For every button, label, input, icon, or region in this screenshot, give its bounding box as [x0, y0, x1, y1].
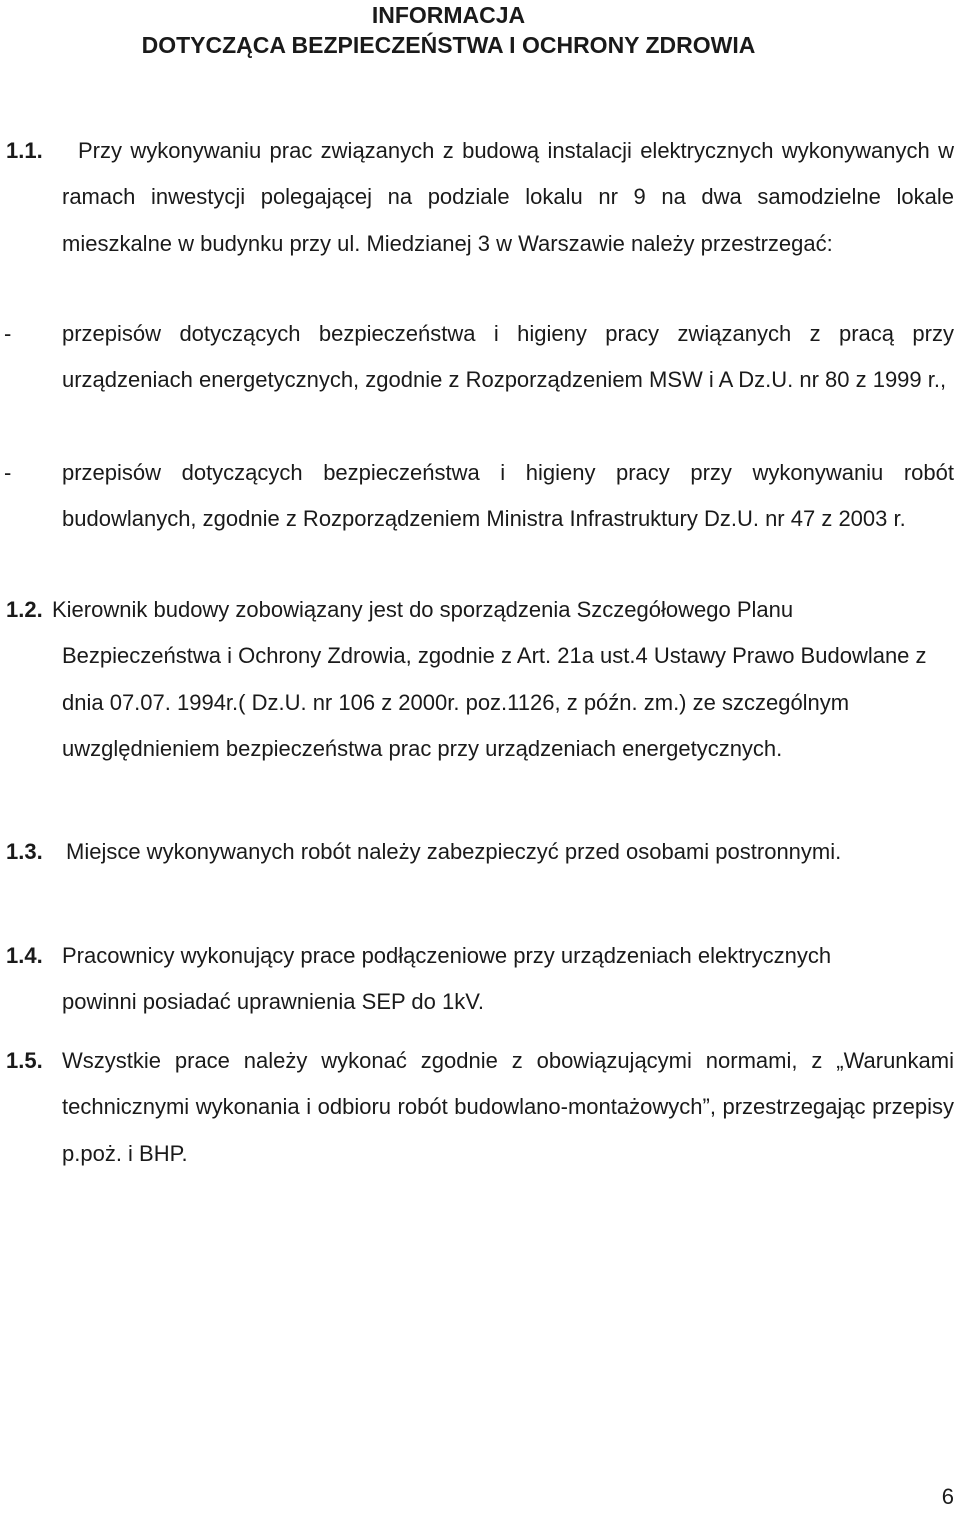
section-text-1-2: Kierownik budowy zobowiązany jest do sporządzenia Szczegółowego Planu Bezpieczeństwa i Ochrony Zdrowia, zgodnie z Art. 21a ust.4 Ustawy Prawo Budowlane z dnia 07.07. 1994r.( Dz.U. nr 106 z 2000r. poz.1126, z późn. zm.) ze szczególnym uwzględnieniem bezpieczeństwa prac przy urządzeniach energetycznych. — [52, 597, 927, 762]
bullet-marker-1: - — [4, 321, 12, 346]
bullet-text-1: przepisów dotyczących bezpieczeństwa i higieny pracy związanych z pracą przy urządzeniach energetycznych, zgodnie z Rozporządzeniem MSW i A Dz.U. nr 80 z 1999 r., — [62, 321, 954, 393]
bullet-marker-2: - — [4, 460, 12, 485]
section-number-1-5: 1.5. — [6, 1048, 43, 1073]
section-text-1-3: Miejsce wykonywanych robót należy zabezpieczyć przed osobami postronnymi. — [66, 839, 842, 864]
document-title-line-2: DOTYCZĄCA BEZPIECZEŃSTWA I OCHRONY ZDROWIA — [141, 32, 756, 58]
page-number: 6 — [941, 1484, 954, 1509]
section-text-1-1: Przy wykonywaniu prac związanych z budową instalacji elektrycznych wykonywanych w ramach inwestycji polegającej na podziale lokalu nr 9 na dwa samodzielne lokale mieszkalne w budynku przy ul. Miedzianej 3 w Warszawie należy przestrzegać: — [62, 138, 954, 256]
section-text-1-4: Pracownicy wykonujący prace podłączeniowe przy urządzeniach elektrycznych powinni posiadać uprawnienia SEP do 1kV. — [62, 943, 832, 1015]
section-number-1-3: 1.3. — [6, 839, 43, 864]
bullet-text-2: przepisów dotyczących bezpieczeństwa i higieny pracy przy wykonywaniu robót budowlanych, zgodnie z Rozporządzeniem Ministra Infrastruktury Dz.U. nr 47 z 2003 r. — [62, 460, 954, 532]
document-title-line-1: INFORMACJA — [371, 2, 526, 28]
section-number-1-4: 1.4. — [6, 943, 43, 968]
section-text-1-5: Wszystkie prace należy wykonać zgodnie z obowiązującymi normami, z „Warunkami technicznymi wykonania i odbioru robót budowlano-montażowych”, przestrzegając przepisy p.poż. i BHP. — [62, 1048, 954, 1166]
section-number-1-1: 1.1. — [6, 138, 43, 163]
section-number-1-2: 1.2. — [6, 597, 43, 622]
